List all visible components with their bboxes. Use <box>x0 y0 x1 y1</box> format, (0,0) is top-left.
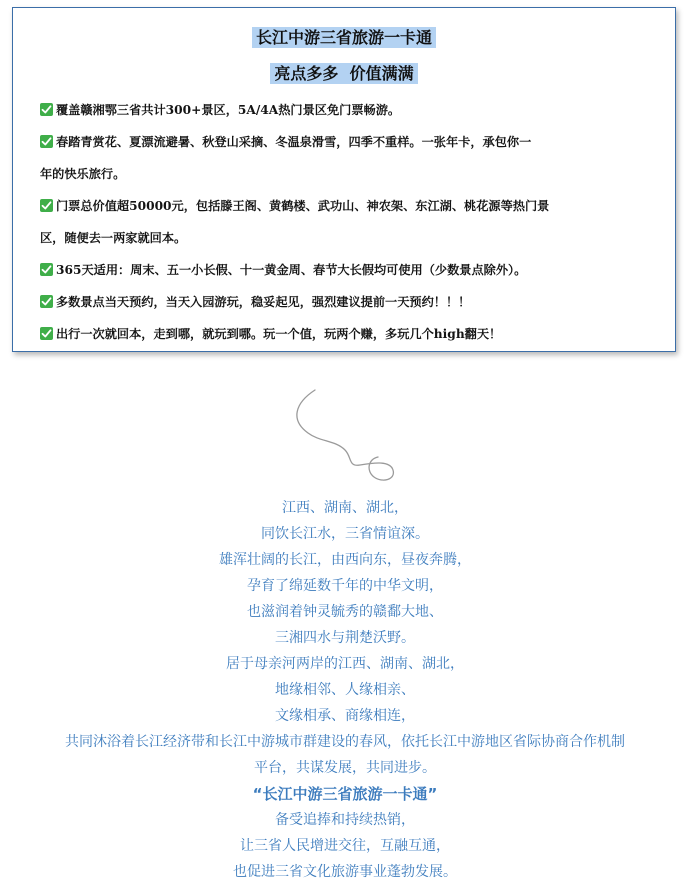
card-subtitle-row <box>13 61 675 84</box>
highlights-card <box>12 7 676 352</box>
poem-line: 共同沐浴着长江经济带和长江中游城市群建设的春风，依托长江中游地区省际协商合作机制 <box>65 734 625 750</box>
swirl-ornament-icon <box>290 385 400 494</box>
highlight-item <box>40 286 655 318</box>
card-title-row <box>13 25 675 48</box>
poem-line: 地缘相邻、人缘相亲、 <box>275 682 415 698</box>
check-mark-icon <box>40 263 53 276</box>
poem-line: 雄浑壮阔的长江，由西向东，昼夜奔腾， <box>219 552 471 568</box>
poem-line: “长江中游三省旅游一卡通” <box>252 785 438 803</box>
poem-line: 让三省人民增进交往，互融互通， <box>240 838 450 854</box>
poem-line: 也滋润着钟灵毓秀的赣鄱大地、 <box>247 604 443 620</box>
poem-line: 孕育了绵延数千年的中华文明， <box>247 578 443 594</box>
highlight-item <box>40 94 655 126</box>
highlight-text: 覆盖赣湘鄂三省共计300+景区，5A/4A热门景区免门票畅游。 <box>56 103 401 117</box>
check-mark-icon <box>40 295 53 308</box>
poem-line: 文缘相承、商缘相连， <box>275 708 415 724</box>
highlight-item-continuation: 区，随便去一两家就回本。 <box>40 231 187 245</box>
check-mark-icon <box>40 199 53 212</box>
poem-line: 江西、湖南、湖北， <box>282 500 408 516</box>
highlight-item <box>40 254 655 286</box>
highlight-text: 365天适用：周末、五一小长假、十一黄金周、春节大长假均可使用（少数景点除外）。 <box>56 263 527 277</box>
poem-line: 备受追捧和持续热销， <box>275 812 415 828</box>
highlight-text: 多数景点当天预约，当天入园游玩，稳妥起见，强烈建议提前一天预约！！！ <box>56 295 471 309</box>
poem-text <box>0 495 690 885</box>
highlight-item-continuation: 年的快乐旅行。 <box>40 167 126 181</box>
poem-line: 也促进三省文化旅游事业蓬勃发展。 <box>233 864 457 880</box>
highlight-item <box>40 318 655 350</box>
poem-line: 同饮长江水，三省情谊深。 <box>261 526 429 542</box>
check-mark-icon <box>40 103 53 116</box>
card-title: 长江中游三省旅游一卡通 <box>252 27 436 48</box>
highlight-item <box>40 126 655 158</box>
highlights-list <box>40 94 655 350</box>
card-subtitle: 亮点多多 价值满满 <box>270 63 417 84</box>
highlight-text: 春踏青赏花、夏漂流避暑、秋登山采摘、冬温泉滑雪，四季不重样。一张年卡，承包你一 <box>56 135 532 149</box>
highlight-text: 出行一次就回本，走到哪，就玩到哪。玩一个值，玩两个赚，多玩几个high翻天！ <box>56 327 502 341</box>
check-mark-icon <box>40 327 53 340</box>
highlight-item <box>40 190 655 222</box>
highlight-text: 门票总价值超50000元，包括滕王阁、黄鹤楼、武功山、神农架、东江湖、桃花源等热门景 <box>56 199 550 213</box>
poem-line: 平台，共谋发展，共同进步。 <box>254 760 436 776</box>
check-mark-icon <box>40 135 53 148</box>
poem-line: 三湘四水与荆楚沃野。 <box>275 630 415 646</box>
poem-line: 居于母亲河两岸的江西、湖南、湖北， <box>226 656 464 672</box>
